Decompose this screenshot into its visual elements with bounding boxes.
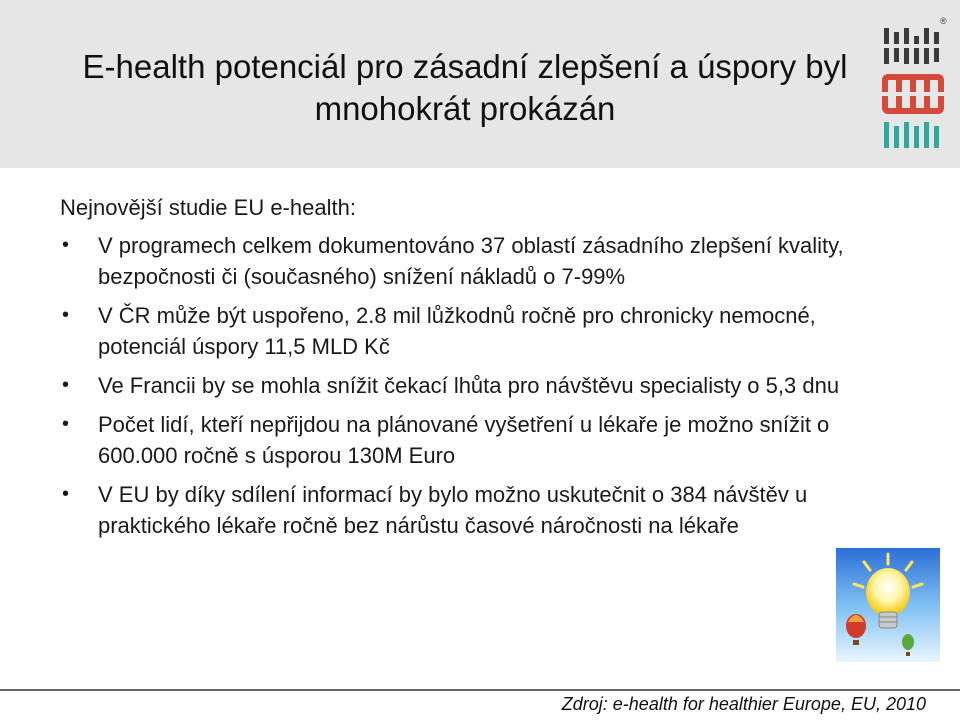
bullet-item: [60, 370, 900, 401]
footer-divider: [0, 689, 960, 691]
bullet-item: [60, 479, 900, 541]
lightbulb-balloons-icon: [836, 548, 940, 662]
bullet-text: V programech celkem dokumentováno 37 oblastí zásadního zlepšení kvality, bezpočnosti či (současného) snížení nákladů o 7-99%: [98, 233, 844, 289]
bullet-icon: •: [62, 374, 70, 396]
bullet-icon: •: [62, 234, 70, 256]
svg-text:®: ®: [940, 16, 947, 26]
bullet-icon: •: [62, 304, 70, 326]
bullet-icon: •: [62, 413, 70, 435]
bullet-text: Počet lidí, kteří nepřijdou na plánované vyšetření u lékaře je možno snížit o 600.000 ročně s úsporou 130M Euro: [98, 412, 830, 468]
bullet-item: [60, 409, 900, 471]
bullet-text: V ČR může být uspořeno, 2.8 mil lůžkodnů ročně pro chronicky nemocné, potenciál úspory 11,5 MLD Kč: [98, 303, 816, 359]
intro-text: Nejnovější studie EU e-health:: [60, 195, 356, 220]
company-logo: [878, 14, 950, 154]
slide-content: [60, 194, 900, 549]
page-title: E-health potenciál pro zásadní zlepšení a úspory byl mnohokrát prokázán: [82, 48, 848, 127]
bullet-text: Ve Francii by se mohla snížit čekací lhůta pro návštěvu specialisty o 5,3 dnu: [98, 373, 840, 398]
bullet-item: [60, 230, 900, 292]
bullet-item: [60, 300, 900, 362]
bullet-list: [60, 230, 900, 541]
bullet-icon: •: [62, 483, 70, 505]
title-bar: [0, 0, 960, 168]
source-citation: Zdroj: e-health for healthier Europe, EU, 2010: [561, 694, 926, 714]
bullet-text: V EU by díky sdílení informací by bylo možno uskutečnit o 384 návštěv u praktického lékaře ročně bez nárůstu časové náročnosti na lékaře: [98, 482, 808, 538]
